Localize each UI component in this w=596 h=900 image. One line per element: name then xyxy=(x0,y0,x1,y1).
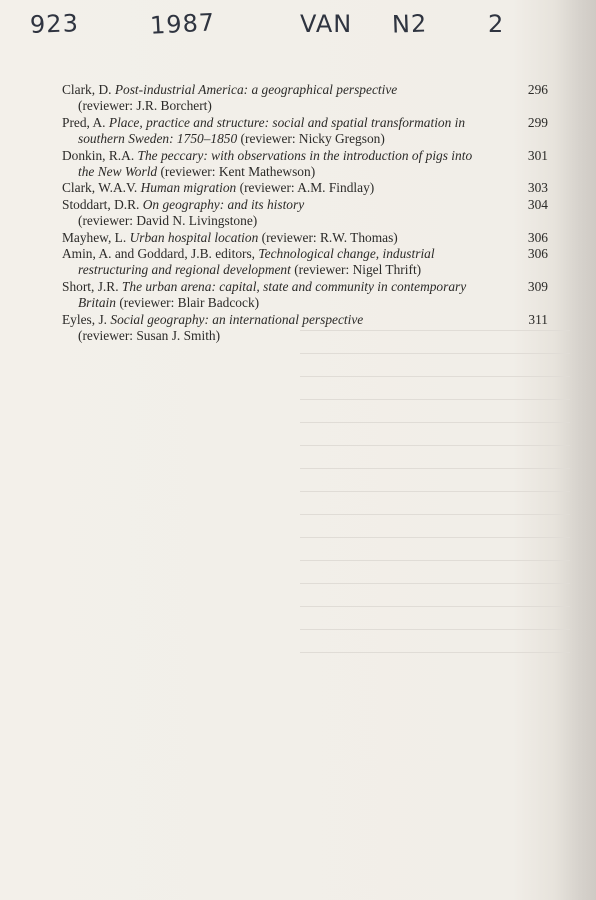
entry-page-number: 303 xyxy=(527,180,548,196)
review-entry xyxy=(62,279,548,312)
entry-title: The urban arena: capital, state and community in contemporary xyxy=(121,278,467,294)
entry-page-number: 311 xyxy=(528,311,548,327)
handwritten-issue: N2 xyxy=(391,9,428,39)
entry-page-number: 301 xyxy=(527,147,548,163)
entry-page-number: 306 xyxy=(527,246,548,262)
handwritten-number: 923 xyxy=(29,9,80,39)
entry-author: Short, J.R. xyxy=(62,278,119,294)
entry-reviewer: (reviewer: Nicky Gregson) xyxy=(240,131,385,147)
entry-reviewer: (reviewer: Blair Badcock) xyxy=(119,295,260,311)
entry-author: Clark, D. xyxy=(62,82,112,97)
entry-author: Amin, A. and Goddard, J.B. editors, xyxy=(62,246,256,262)
entry-page-number: 296 xyxy=(527,82,548,97)
entry-author: Pred, A. xyxy=(62,114,106,130)
entry-author: Mayhew, L. xyxy=(62,229,127,245)
review-entry xyxy=(62,82,548,115)
entry-title-continued: southern Sweden: 1750–1850 xyxy=(78,131,238,147)
entry-title: The peccary: with observations in the introduction of pigs into xyxy=(137,147,473,163)
entry-reviewer: (reviewer: Kent Mathewson) xyxy=(160,164,316,180)
handwritten-catalog-note xyxy=(30,10,570,44)
entry-title: Social geography: an international perspective xyxy=(110,311,364,327)
handwritten-volume: VAN xyxy=(300,10,353,38)
review-entry xyxy=(62,312,548,345)
entry-author: Clark, W.A.V. xyxy=(62,180,138,196)
entry-author: Donkin, R.A. xyxy=(62,147,135,163)
entry-reviewer: (reviewer: Nigel Thrift) xyxy=(294,262,422,278)
entry-reviewer: (reviewer: David N. Livingstone) xyxy=(78,213,258,229)
entry-author: Eyles, J. xyxy=(62,311,108,327)
entry-reviewer: (reviewer: A.M. Findlay) xyxy=(239,180,375,196)
review-entry xyxy=(62,246,548,279)
entry-title-continued: the New World xyxy=(78,164,158,180)
review-entry xyxy=(62,197,548,230)
entry-title-continued: restructuring and regional development xyxy=(78,262,291,278)
review-entry xyxy=(62,230,548,246)
handwritten-mark: 2 xyxy=(488,10,505,38)
entry-title: Place, practice and structure: social and spatial transformation in xyxy=(108,114,466,130)
entry-title: On geography: and its history xyxy=(142,196,305,212)
show-through-lines xyxy=(300,330,570,675)
review-list xyxy=(62,82,548,345)
review-entry xyxy=(62,180,548,196)
entry-page-number: 299 xyxy=(527,114,548,130)
entry-page-number: 306 xyxy=(527,229,548,245)
entry-title: Human migration xyxy=(140,180,237,196)
review-entry xyxy=(62,148,548,181)
entry-reviewer: (reviewer: R.W. Thomas) xyxy=(261,229,398,245)
handwritten-year: 1987 xyxy=(149,8,216,40)
entry-title: Urban hospital location xyxy=(129,229,259,245)
entry-reviewer: (reviewer: J.R. Borchert) xyxy=(78,98,212,114)
entry-title: Technological change, industrial xyxy=(258,246,435,262)
entry-reviewer: (reviewer: Susan J. Smith) xyxy=(78,328,221,344)
entry-author: Stoddart, D.R. xyxy=(62,196,140,212)
entry-title: Post-industrial America: a geographical perspective xyxy=(114,82,398,97)
review-entry xyxy=(62,115,548,148)
entry-title-continued: Britain xyxy=(78,295,116,311)
entry-page-number: 309 xyxy=(527,278,548,294)
entry-page-number: 304 xyxy=(527,196,548,212)
